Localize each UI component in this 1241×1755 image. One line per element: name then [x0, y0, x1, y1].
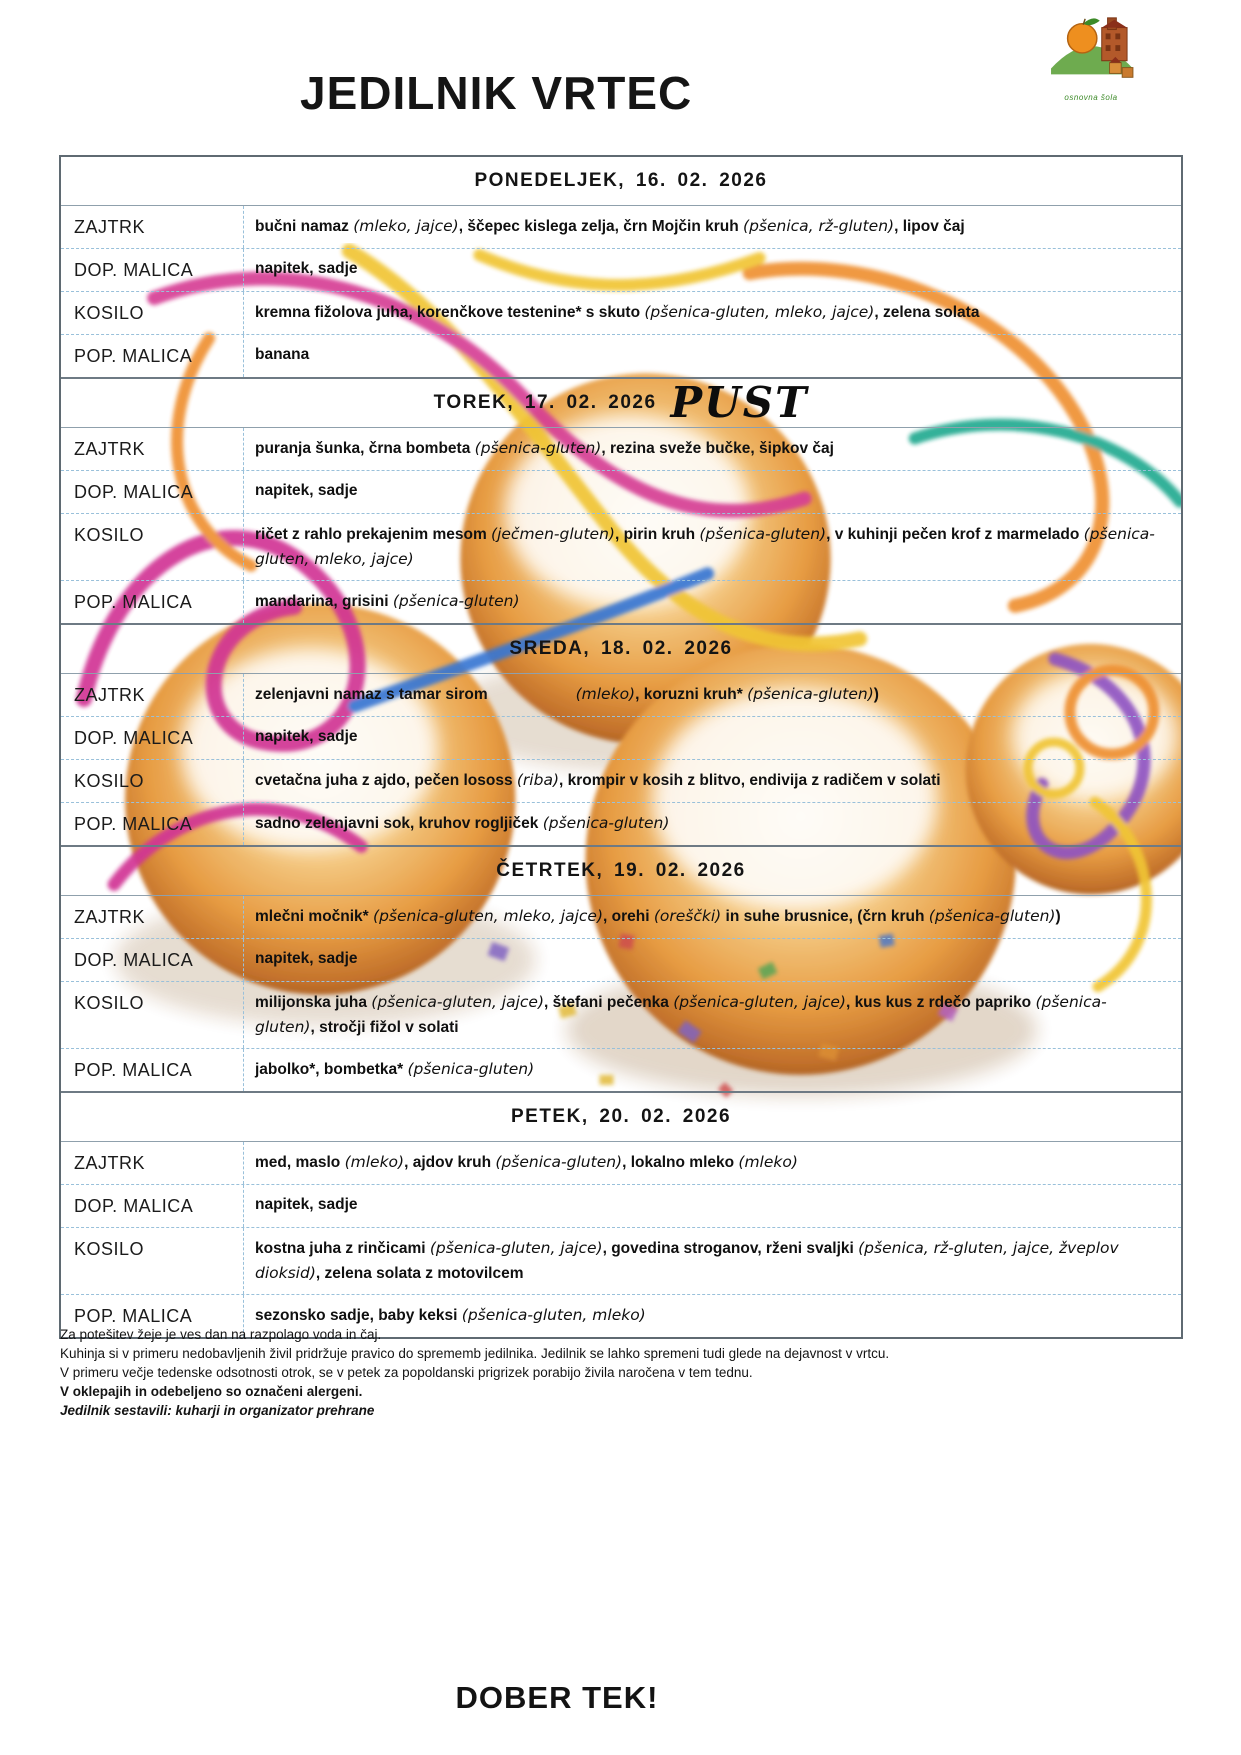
menu-item-text: (pšenica-gluten) — [255, 993, 1107, 1036]
menu-item-text: (pšenica-gluten, mleko, jajce) — [373, 907, 603, 925]
day-header-text: PONEDELJEK, 16. 02. 2026 — [474, 170, 768, 191]
menu-item-text: (pšenica, rž-gluten, jajce, žveplov dioksid) — [255, 1239, 1119, 1282]
menu-item-text: napitek, sadje — [255, 1196, 358, 1213]
meal-row — [61, 1227, 1181, 1294]
menu-item-text: , v kuhinji pečen krof z marmelado — [826, 526, 1084, 543]
menu-item-text: , rezina sveže bučke, šipkov čaj — [601, 440, 834, 457]
menu-item-text: ričet z rahlo prekajenim mesom — [255, 526, 492, 543]
menu-item-text: zelenjavni namaz s tamar sirom — [255, 686, 488, 703]
day-special-label: PUST — [670, 378, 809, 427]
meal-content — [244, 674, 1181, 716]
meal-content — [244, 1185, 1181, 1227]
meal-row — [61, 206, 1181, 248]
school-logo-caption: osnovna šola — [1064, 93, 1118, 102]
menu-item-text: , zelena solata z motovilcem — [315, 1265, 524, 1282]
menu-item-text: (pšenica-gluten) — [747, 685, 874, 703]
day-header — [61, 845, 1181, 896]
meal-content — [244, 1049, 1181, 1091]
menu-table — [59, 155, 1183, 1339]
menu-item-text: (mleko) — [575, 685, 636, 703]
meal-row — [61, 291, 1181, 334]
meal-row — [61, 334, 1181, 377]
menu-item-text: , ščepec kislega zelja, črn Mojčin kruh — [458, 218, 744, 235]
meal-content — [244, 206, 1181, 248]
meal-label: DOP. MALICA — [61, 249, 244, 291]
menu-item-text: kostna juha z rinčicami — [255, 1240, 430, 1257]
meal-label: POP. MALICA — [61, 581, 244, 623]
day-header — [61, 157, 1181, 206]
day-header — [61, 623, 1181, 674]
meal-content — [244, 335, 1181, 377]
menu-item-text: , orehi — [603, 908, 654, 925]
meal-row — [61, 896, 1181, 938]
meal-row — [61, 674, 1181, 716]
meal-content — [244, 581, 1181, 623]
meal-content — [244, 292, 1181, 334]
menu-item-text: (riba) — [516, 771, 559, 789]
meal-content — [244, 1142, 1181, 1184]
meal-content — [244, 514, 1181, 580]
meal-row — [61, 470, 1181, 513]
menu-item-text: , zelena solata — [874, 304, 980, 321]
meal-content — [244, 428, 1181, 470]
meal-label: DOP. MALICA — [61, 939, 244, 981]
menu-item-text: (mleko) — [344, 1153, 405, 1171]
meal-row — [61, 1184, 1181, 1227]
meal-content — [244, 471, 1181, 513]
menu-item-text: milijonska juha — [255, 994, 372, 1011]
footer-note: V primeru večje tedenske odsotnosti otrok, se v petek za popoldanski prigrizek porabijo živila naročena v tem tednu. — [60, 1365, 753, 1380]
meal-label: POP. MALICA — [61, 1049, 244, 1091]
meal-row — [61, 981, 1181, 1048]
menu-item-text: cvetačna juha z ajdo, pečen lososs — [255, 772, 517, 789]
meal-label: DOP. MALICA — [61, 1185, 244, 1227]
meal-label: KOSILO — [61, 760, 244, 802]
meal-label: KOSILO — [61, 1228, 244, 1294]
meal-content — [244, 803, 1181, 845]
meal-label: KOSILO — [61, 514, 244, 580]
meal-label: POP. MALICA — [61, 335, 244, 377]
meal-label: KOSILO — [61, 292, 244, 334]
school-logo — [1045, 12, 1137, 102]
meal-content — [244, 717, 1181, 759]
meal-label: KOSILO — [61, 982, 244, 1048]
menu-item-text: , ajdov kruh — [404, 1154, 496, 1171]
menu-item-text: (pšenica-gluten, jajce) — [371, 993, 544, 1011]
school-logo-graphic — [1045, 12, 1137, 90]
meal-row — [61, 428, 1181, 470]
meal-content — [244, 1228, 1181, 1294]
menu-item-text: , lipov čaj — [894, 218, 965, 235]
meal-label: DOP. MALICA — [61, 471, 244, 513]
menu-item-text: napitek, sadje — [255, 260, 358, 277]
menu-item-text: sezonsko sadje, baby keksi — [255, 1307, 462, 1324]
meal-row — [61, 248, 1181, 291]
day-header-text: SREDA, 18. 02. 2026 — [509, 638, 733, 659]
menu-item-text: (pšenica-gluten, mleko, jajce) — [644, 303, 875, 321]
meal-label: POP. MALICA — [61, 1295, 244, 1337]
menu-item-text: (ječmen-gluten) — [491, 525, 615, 543]
meal-content — [244, 939, 1181, 981]
meal-row — [61, 513, 1181, 580]
footer-note: Za potešitev žeje je ves dan na razpolago voda in čaj. — [60, 1327, 382, 1342]
menu-item-text: (pšenica-gluten) — [407, 1060, 535, 1078]
menu-item-text: (pšenica-gluten, jajce) — [673, 993, 846, 1011]
meal-row — [61, 938, 1181, 981]
meal-row — [61, 716, 1181, 759]
menu-item-text: , kus kus z rdečo papriko — [845, 994, 1036, 1011]
menu-item-text: (pšenica-gluten, mleko) — [461, 1306, 646, 1324]
menu-item-text: banana — [255, 346, 310, 363]
meal-label: POP. MALICA — [61, 803, 244, 845]
menu-item-text: mandarina, grisini — [255, 593, 393, 610]
meal-content — [244, 249, 1181, 291]
menu-item-text: jabolko*, bombetka* — [255, 1061, 408, 1078]
day-header-text: ČETRTEK, 19. 02. 2026 — [496, 860, 746, 881]
menu-item-text: , govedina stroganov, rženi svaljki — [602, 1240, 859, 1257]
meal-row — [61, 802, 1181, 845]
day-header — [61, 377, 1181, 428]
meal-row — [61, 759, 1181, 802]
menu-item-text: in suhe brusnice, (črn kruh — [721, 908, 929, 925]
menu-item-text: (pšenica-gluten) — [699, 525, 827, 543]
footer-notes — [60, 1325, 1180, 1420]
day-header-text: TOREK, 17. 02. 2026 — [433, 392, 657, 413]
meal-label: ZAJTRK — [61, 206, 244, 248]
meal-content — [244, 760, 1181, 802]
menu-item-text: napitek, sadje — [255, 482, 358, 499]
menu-item-text: (pšenica-gluten) — [392, 592, 520, 610]
menu-item-text: (pšenica-gluten, jajce) — [429, 1239, 603, 1257]
menu-item-text: (pšenica-gluten) — [495, 1153, 623, 1171]
menu-item-text: , krompir v kosih z blitvo, endivija z radičem v solati — [559, 772, 941, 789]
day-header — [61, 1091, 1181, 1142]
meal-label: ZAJTRK — [61, 896, 244, 938]
closing-greeting: DOBER TEK! — [455, 1680, 659, 1715]
menu-item-text: (mleko, jajce) — [353, 217, 459, 235]
menu-item-text: (pšenica-gluten) — [542, 814, 670, 832]
meal-row — [61, 580, 1181, 623]
meal-label: DOP. MALICA — [61, 717, 244, 759]
page-title: JEDILNIK VRTEC — [300, 67, 693, 119]
meal-label: ZAJTRK — [61, 428, 244, 470]
meal-row — [61, 1048, 1181, 1091]
menu-item-text: , lokalno mleko — [622, 1154, 739, 1171]
menu-item-text: , stročji fižol v solati — [310, 1019, 459, 1036]
menu-item-text: kremna fižolova juha, korenčkove testenine* s skuto — [255, 304, 645, 321]
menu-item-text: mlečni močnik* — [255, 908, 374, 925]
footer-note: V oklepajih in odebeljeno so označeni alergeni. — [60, 1384, 363, 1399]
meal-label: ZAJTRK — [61, 1142, 244, 1184]
menu-item-text: ) — [1055, 908, 1061, 925]
menu-item-text: bučni namaz — [255, 218, 354, 235]
menu-item-text: (mleko) — [738, 1153, 798, 1171]
menu-item-text: (pšenica-gluten) — [474, 439, 602, 457]
menu-item-text: ) — [873, 686, 879, 703]
day-header-text: PETEK, 20. 02. 2026 — [510, 1106, 732, 1127]
menu-item-text: , koruzni kruh* — [635, 686, 748, 703]
meal-content — [244, 982, 1181, 1048]
meal-content — [244, 896, 1181, 938]
footer-note: Kuhinja si v primeru nedobavljenih živil pridržuje pravico do sprememb jedilnika. Jedilnik se lahko spremeni tudi glede na dejavnost v vrtcu. — [60, 1346, 890, 1361]
menu-item-text: (pšenica-gluten, mleko, jajce) — [255, 525, 1155, 568]
menu-item-text: (pšenica-gluten) — [928, 907, 1056, 925]
meal-label: ZAJTRK — [61, 674, 244, 716]
footer-note: Jedilnik sestavili: kuharji in organizator prehrane — [60, 1403, 375, 1418]
menu-item-text: med, maslo — [255, 1154, 345, 1171]
menu-item-text: (pšenica, rž-gluten) — [743, 217, 895, 235]
meal-row — [61, 1142, 1181, 1184]
menu-item-text: , štefani pečenka — [544, 994, 674, 1011]
menu-item-text: puranja šunka, črna bombeta — [255, 440, 475, 457]
menu-item-text: sadno zelenjavni sok, kruhov rogljiček — [255, 815, 543, 832]
menu-item-text: (oreščki) — [653, 907, 722, 925]
menu-item-text: napitek, sadje — [255, 728, 358, 745]
menu-item-text: napitek, sadje — [255, 950, 358, 967]
menu-item-text: , pirin kruh — [614, 526, 700, 543]
